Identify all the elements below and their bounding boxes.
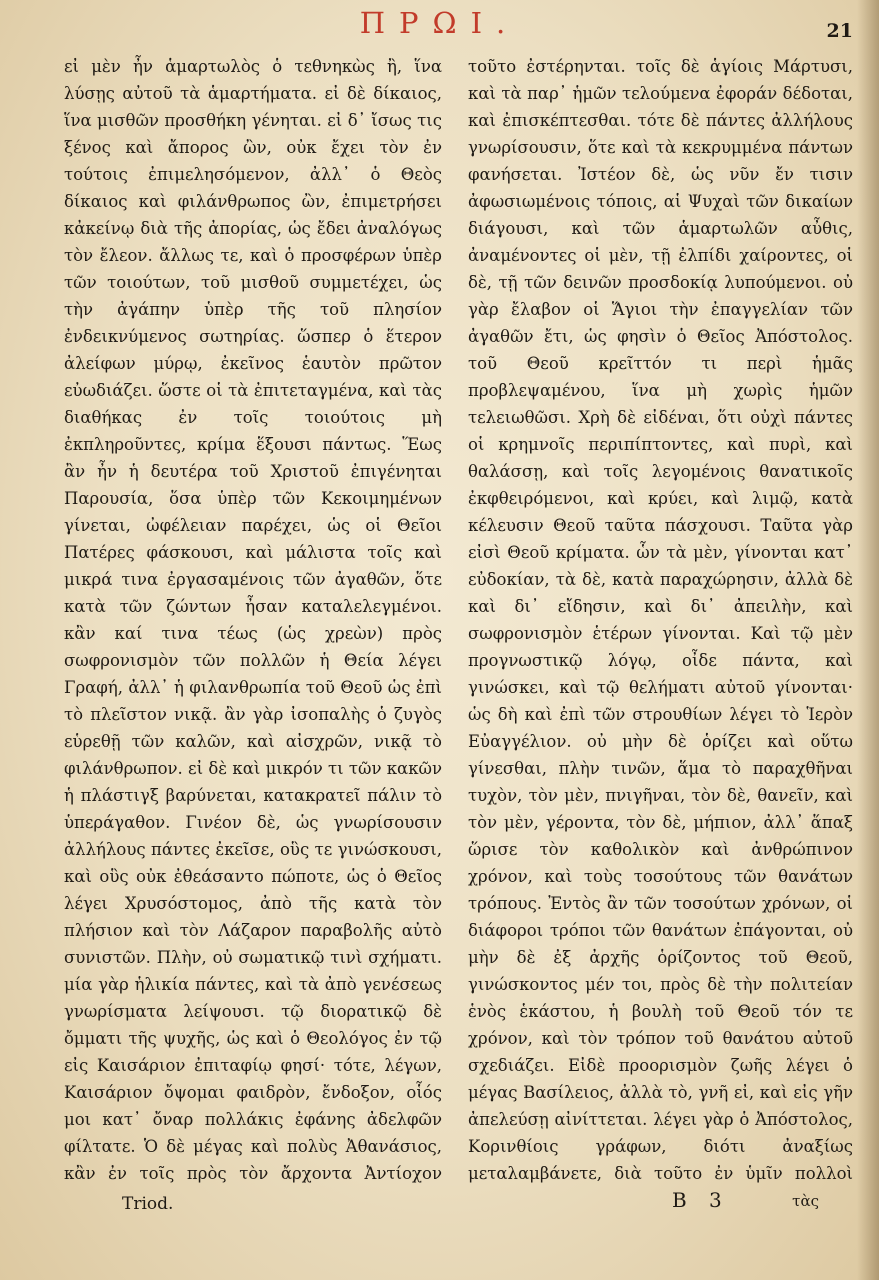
footer-book-title: Triod. [122, 1194, 174, 1214]
running-head-title: ΠΡΩΙ. [359, 6, 520, 40]
catchword: τὰς [792, 1192, 819, 1210]
page-edge-shadow [857, 0, 879, 1280]
text-column-right [468, 53, 853, 1188]
page-number: 21 [826, 20, 853, 42]
column-right-text: τοῦτο ἐστέρηνται. τοῖς δὲ ἁγίοις Μάρτυσι, καὶ τὰ παρ᾽ ἡμῶν τελούμενα ἐφοράν δέδοται, καὶ ἐπισκέπτεσθαι. τότε δὲ πάντες ἀλλήλους γνωρίσουσιν, ὅτε καὶ τὰ κεκρυμμένα πάντων φανήσεται. Ἰστέον δὲ, ὡς νῦν ἔν τισιν ἀφωσιωμένοις τόποις, αἱ Ψυχαὶ τῶν δικαίων διάγουσι, καὶ τῶν ἁμαρτωλῶν αὖθις, ἀναμένοντες οἱ μὲν, τῇ ἐλπίδι χαίροντες, οἱ δὲ, τῇ τῶν δεινῶν προσδοκίᾳ λυπούμενοι. οὐ γὰρ ἔλαβον οἱ Ἅγιοι τὴν ἐπαγγελίαν τῶν ἀγαθῶν ἔτι, ὡς φησὶν ὁ Θεῖος Ἀπόστολος. τοῦ Θεοῦ κρεῖττόν τι περὶ ἡμᾶς προβλεψαμένου, ἵνα μὴ χωρὶς ἡμῶν τελειωθῶσι. Χρὴ δὲ εἰδέναι, ὅτι οὐχὶ πάντες οἱ κρημνοῖς περιπίπτοντες, καὶ πυρὶ, καὶ θαλάσσῃ, καὶ τοῖς λεγομένοις θανατικοῖς ἐκφθειρόμενοι, καὶ κρύει, καὶ λιμῷ, κατὰ κέλευσιν Θεοῦ ταῦτα πάσχουσι. Ταῦτα γὰρ εἰσὶ Θεοῦ κρίματα. ὧν τὰ μὲν, γίνονται κατ᾽ εὐδοκίαν, τὰ δὲ, κατὰ παραχώρησιν, ἀλλὰ δὲ καὶ δι᾽ εἴδησιν, καὶ δι᾽ ἀπειλὴν, καὶ σωφρονισμὸν ἑτέρων γίνονται. Καὶ τῷ μὲν προγνωστικῷ λόγῳ, οἶδε πάντα, καὶ γινώσκει, καὶ τῷ θελήματι αὐτοῦ γίνονται· ὡς δὴ καὶ ἐπὶ τῶν στρουθίων λέγει τὸ Ἱερὸν Εὐαγγέλιον. οὐ μὴν δὲ ὁρίζει καὶ οὕτω γίνεσθαι, πλὴν τινῶν, ἅμα τὸ παραχθῆναι τυχὸν, τὸν μὲν, πνιγῆναι, τὸν δὲ, θανεῖν, καὶ τὸν μὲν, γέροντα, τὸν δὲ, μήπιον, ἀλλ᾽ ἅπαξ ὥρισε τὸν καθολικὸν καὶ ἀνθρώπινον χρόνον, καὶ τοὺς τοσούτους τῶν θανάτων τρόπους. Ἐντὸς ἂν τῶν τοσούτων χρόνων, οἱ διάφοροι τρόποι τῶν θανάτων ἐπάγονται, οὐ μὴν δὲ ἐξ ἀρχῆς ὁρίζοντος τοῦ Θεοῦ, γινώσκοντος μέν τοι, πρὸς δὲ τὴν πολιτείαν ἑνὸς ἑκάστου, ἡ βουλὴ τοῦ Θεοῦ τόν τε χρόνον, καὶ τὸν τρόπον τοῦ θανάτου αὐτοῦ σχεδιάζει. Εἰδὲ προορισμὸν ζωῆς λέγει ὁ μέγας Βασίλειος, ἀλλὰ τὸ, γνῆ εἰ, καὶ εἰς γῆν ἀπελεύσῃ αἰνίττεται. λέγει γὰρ ὁ Ἀπόστολος, Κορινθίοις γράφων, διότι ἀναξίως μεταλαμβάνετε, διὰ τοῦτο ἐν ὑμῖν πολλοὶ [468, 57, 853, 1183]
text-column-left [64, 53, 442, 1188]
signature-mark: B 3 [672, 1188, 730, 1212]
column-left-text: εἰ μὲν ἦν ἁμαρτωλὸς ὁ τεθνηκὼς ἢ, ἵνα λύσῃς αὐτοῦ τὰ ἁμαρτήματα. εἰ δὲ δίκαιος, ἵνα μισθῶν προσθήκη γένηται. εἰ δ᾽ ἴσως τις ξένος καὶ ἄπορος ὢν, οὐκ ἔχει τὸν ἐν τούτοις ἐπιμελησόμενον, ἀλλ᾽ ὁ Θεὸς δίκαιος καὶ φιλάνθρωπος ὢν, ἐπιμετρήσει κἀκείνῳ διὰ τῆς ἀπορίας, ὡς ἔδει ἀναλόγως τὸν ἔλεον. ἄλλως τε, καὶ ὁ προσφέρων ὑπὲρ τῶν τοιούτων, τοῦ μισθοῦ συμμετέχει, ὡς τὴν ἀγάπην ὑπὲρ τῆς τοῦ πλησίον ἐνδεικνύμενος σωτηρίας. ὥσπερ ὁ ἕτερον ἀλείφων μύρῳ, ἐκεῖνος ἑαυτὸν πρῶτον εὐωδιάζει. ὥστε οἱ τὰ ἐπιτεταγμένα, καὶ τὰς διαθήκας ἐν τοῖς τοιούτοις μὴ ἐκπληροῦντες, κρίμα ἕξουσι πάντως. Ἕως ἂν ἦν ἡ δευτέρα τοῦ Χριστοῦ ἐπιγένηται Παρουσία, ὅσα ὑπὲρ τῶν Κεκοιμημένων γίνεται, ὠφέλειαν παρέχει, ὡς οἱ Θεῖοι Πατέρες φάσκουσι, καὶ μάλιστα τοῖς καὶ μικρά τινα ἐργασαμένοις τῶν ἀγαθῶν, ὅτε κατὰ τῶν ζώντων ἦσαν καταλελεγμένοι. κἂν καί τινα τέως (ὡς χρεὼν) πρὸς σωφρονισμὸν τῶν πολλῶν ἡ Θεία λέγει Γραφή, ἀλλ᾽ ἡ φιλανθρωπία τοῦ Θεοῦ ὡς ἐπὶ τὸ πλεῖστον νικᾷ. ἂν γὰρ ἰσοπαλὴς ὁ ζυγὸς εὑρεθῇ τῶν καλῶν, καὶ αἰσχρῶν, νικᾷ τὸ φιλάνθρωπον. εἰ δὲ καὶ μικρόν τι τῶν κακῶν ἡ πλάστιγξ βαρύνεται, κατακρατεῖ πάλιν τὸ ὑπεράγαθον. Γινέον δὲ, ὡς γνωρίσουσιν ἀλλήλους πάντες ἐκεῖσε, οὓς τε γινώσκουσι, καὶ οὓς οὐκ ἐθεάσαντο πώποτε, ὡς ὁ Θεῖος λέγει Χρυσόστομος, ἀπὸ τῆς κατὰ τὸν πλήσιον καὶ τὸν Λάζαρον παραβολῆς αὐτὸ συνιστῶν. Πλὴν, οὐ σωματικῷ τινὶ σχήματι. μία γὰρ ἡλικία πάντες, καὶ τὰ ἀπὸ γενέσεως γνωρίσματα λείψουσι. τῷ διορατικῷ δὲ ὄμματι τῆς ψυχῆς, ὡς καὶ ὁ Θεολόγος ἐν τῷ εἰς Καισάριον ἐπιταφίῳ φησί· τότε, λέγων, Καισάριον ὄψομαι φαιδρὸν, ἔνδοξον, οἷός μοι κατ᾽ ὄναρ πολλάκις ἐφάνης ἀδελφῶν φίλτατε. Ὁ δὲ μέγας καὶ πολὺς Ἀθανάσιος, κἂν ἐν τοῖς πρὸς τὸν ἄρχοντα Ἀντίοχον [64, 57, 442, 1183]
